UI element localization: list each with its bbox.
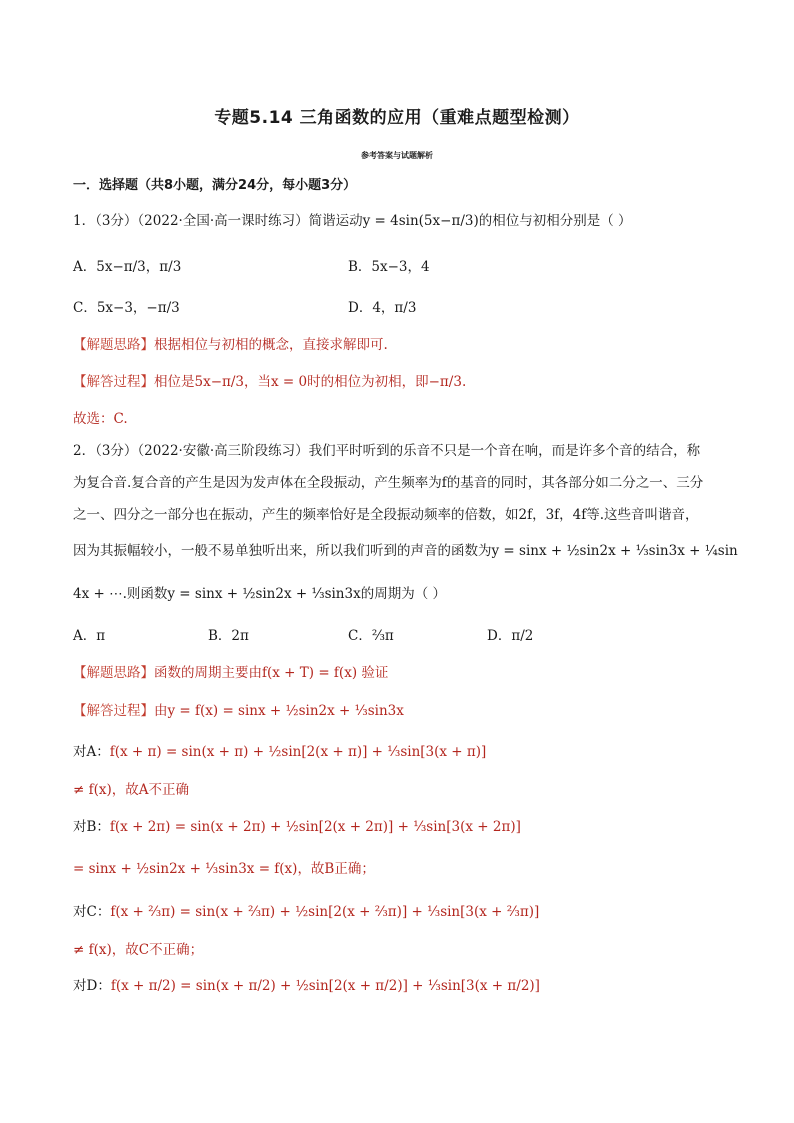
q2-case-a-expr: f(x + π) = sin(x + π) + ½sin[2(x + π)] + ⅓sin[3(x + π)] bbox=[109, 744, 487, 760]
q1-hint-tag: 【解题思路】 bbox=[73, 337, 154, 353]
q2-case-d-expr: f(x + π/2) = sin(x + π/2) + ½sin[2(x + π/2)] + ⅓sin[3(x + π/2)] bbox=[110, 978, 540, 994]
q2-case-c-label: 对C： bbox=[73, 904, 111, 920]
q2-option-d: D．π/2 bbox=[487, 628, 534, 644]
q2-stem-line-5: 4x + ⋯.则函数y = sinx + ½sin2x + ⅓sin3x的周期为（ ） bbox=[73, 586, 446, 602]
q2-case-a-line-2: ≠ f(x)，故A不正确 bbox=[73, 782, 189, 798]
q2-case-b-expr: f(x + 2π) = sin(x + 2π) + ½sin[2(x + 2π)] + ⅓sin[3(x + 2π)] bbox=[109, 819, 521, 835]
q1-process bbox=[73, 372, 466, 392]
q1-option-b: B．5x−3，4 bbox=[348, 259, 430, 275]
q1-stem: 1．（3分）（2022·全国·高一课时练习）简谐运动y = 4sin(5x−π/3)的相位与初相分别是（ ） bbox=[73, 213, 632, 229]
q2-process-tag: 【解答过程】 bbox=[73, 703, 154, 719]
q1-option-d: D．4，π/3 bbox=[348, 300, 417, 316]
q1-process-text: 相位是5x−π/3，当x = 0时的相位为初相，即−π/3. bbox=[154, 374, 467, 390]
q2-hint-tag: 【解题思路】 bbox=[73, 665, 154, 681]
q2-case-c-line-2: ≠ f(x)，故C不正确； bbox=[73, 942, 204, 958]
q2-hint-text: 函数的周期主要由f(x + T) = f(x) 验证 bbox=[154, 665, 389, 681]
q2-option-a: A．π bbox=[73, 628, 106, 644]
q1-option-a: A．5x−π/3，π/3 bbox=[73, 259, 182, 275]
section-heading: 一．选择题（共8小题，满分24分，每小题3分） bbox=[73, 178, 357, 193]
page-subtitle: 参考答案与试题解析 bbox=[361, 151, 433, 160]
q2-case-c-line-1 bbox=[73, 902, 539, 922]
page-title: 专题5.14 三角函数的应用（重难点题型检测） bbox=[214, 108, 580, 128]
q2-stem-line-3: 之一、四分之一部分也在振动，产生的频率恰好是全段振动频率的倍数，如2f，3f，4f等.这些音叫谐音， bbox=[73, 507, 699, 523]
q1-hint bbox=[73, 335, 388, 355]
q2-case-a-label: 对A： bbox=[73, 744, 110, 760]
q2-hint bbox=[73, 663, 388, 683]
q2-stem-line-4: 因为其振幅较小，一般不易单独听出来，所以我们听到的声音的函数为y = sinx + ½sin2x + ⅓sin3x + ¼sin bbox=[73, 543, 738, 559]
q2-case-b-line-1 bbox=[73, 817, 521, 837]
q2-stem-line-1: 2．（3分）（2022·安徽·高三阶段练习）我们平时听到的乐音不只是一个音在响，而是许多个音的结合，称 bbox=[73, 443, 701, 459]
q2-process bbox=[73, 701, 404, 721]
q2-stem-line-2: 为复合音.复合音的产生是因为发声体在全段振动，产生频率为f的基音的同时，其各部分如二分之一、三分 bbox=[73, 475, 704, 491]
q1-hint-text: 根据相位与初相的概念，直接求解即可. bbox=[154, 337, 388, 353]
q1-option-c: C．5x−3，−π/3 bbox=[73, 300, 180, 316]
q2-case-c-expr: f(x + ⅔π) = sin(x + ⅔π) + ½sin[2(x + ⅔π)] + ⅓sin[3(x + ⅔π)] bbox=[110, 904, 540, 920]
q2-option-c: C．⅔π bbox=[348, 628, 394, 644]
q2-case-d-label: 对D： bbox=[73, 978, 111, 994]
q2-case-a-line-1 bbox=[73, 742, 486, 762]
q1-process-tag: 【解答过程】 bbox=[73, 374, 154, 390]
q1-answer: 故选：C. bbox=[73, 411, 128, 427]
q2-case-d-line-1 bbox=[73, 976, 540, 996]
q2-case-b-line-2: = sinx + ½sin2x + ⅓sin3x = f(x)，故B正确； bbox=[73, 861, 375, 877]
q2-option-b: B．2π bbox=[208, 628, 249, 644]
q2-process-text: 由y = f(x) = sinx + ½sin2x + ⅓sin3x bbox=[154, 703, 404, 719]
q2-case-b-label: 对B： bbox=[73, 819, 110, 835]
